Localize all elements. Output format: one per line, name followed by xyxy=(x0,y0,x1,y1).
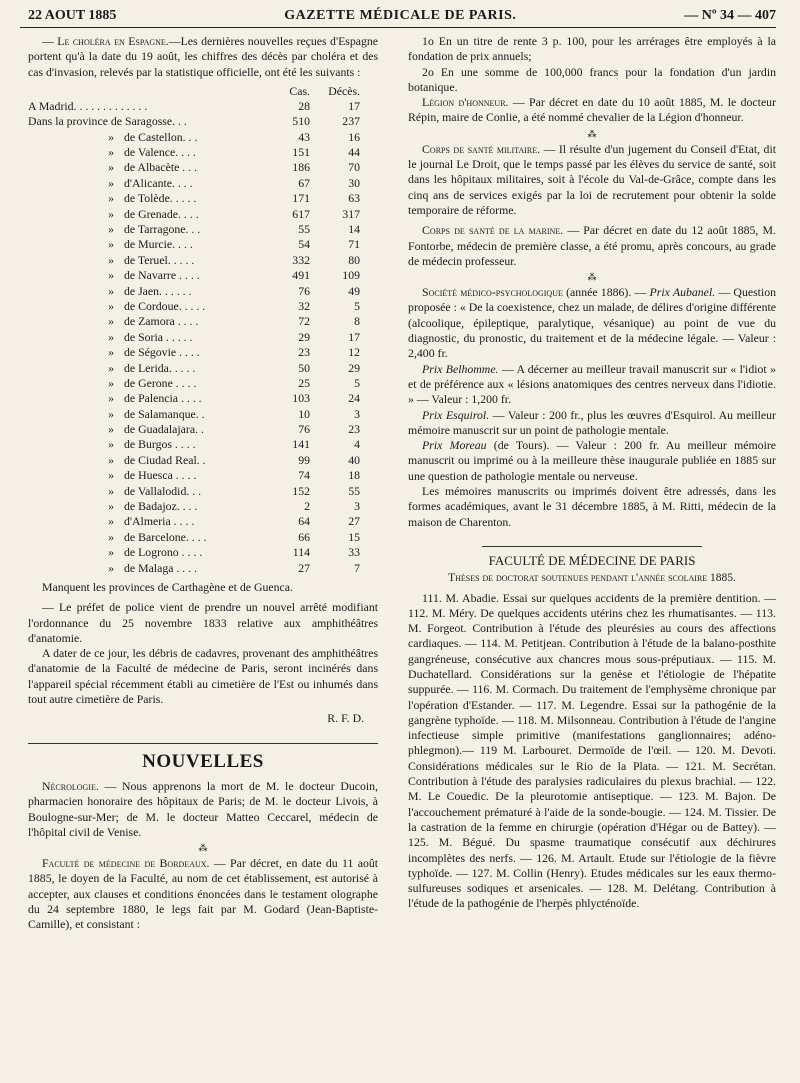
memoires-text: Les mémoires manuscrits ou imprimés doivent être adressés, dans les formes académiques, avant le 31 décembre 1885, à M. Ritti, médecin de la maison de Charenton. xyxy=(408,484,776,529)
table-row xyxy=(28,391,378,406)
row-cas: 186 xyxy=(292,160,310,175)
row-deces: 70 xyxy=(348,160,360,175)
row-label xyxy=(28,176,274,191)
necro-heading: Nécrologie. xyxy=(42,778,99,793)
militaire-paragraph xyxy=(408,142,776,218)
row-label xyxy=(28,191,274,206)
row-label xyxy=(28,99,274,114)
row-label-text: d'Almeria . . . . xyxy=(124,514,195,529)
necro-paragraph xyxy=(28,779,378,840)
cholera-paragraph xyxy=(28,34,378,80)
table-row xyxy=(28,530,378,545)
ditto-mark: » xyxy=(108,452,114,467)
belhomme-paragraph xyxy=(408,362,776,408)
table-row xyxy=(28,314,378,329)
cholera-table xyxy=(28,84,378,576)
societe-heading: Société médico-psychologique xyxy=(422,285,563,300)
row-label xyxy=(28,330,274,345)
table-row xyxy=(28,114,378,129)
table-row xyxy=(28,222,378,237)
ditto-mark: » xyxy=(108,422,114,437)
row-label-text: de Logrono . . . . xyxy=(124,545,203,560)
necro-text: — Nous apprenons la mort de M. le docteur Ducoin, pharmacien honoraire des hôpitaux de Paris; de M. le docteur Livois, à Boulogne-sur-Mer; de M. le docteur Matteo Ceccarel, médecin de l'hôpital civil de Venise. xyxy=(28,778,379,839)
legion-heading: Légion d'honneur. xyxy=(422,95,509,110)
row-cas: 54 xyxy=(298,237,310,252)
row-deces: 5 xyxy=(354,298,360,313)
row-label xyxy=(28,114,274,129)
bordeaux-text: — Par décret, en date du 11 août 1885, le doyen de la Faculté, au nom de cet établissement, est autorisé à accepter, aux clauses et conditions énoncées dans le testament olographe du 24 septembre 1880, le legs fait par M. Godard (Jean-Baptiste-Camille), et consistant : xyxy=(28,856,379,932)
page-header xyxy=(20,8,776,28)
row-cas: 66 xyxy=(298,529,310,544)
ditto-mark: » xyxy=(108,252,114,267)
row-deces: 27 xyxy=(348,514,360,529)
row-deces: 24 xyxy=(348,391,360,406)
item-1: 1o En un titre de rente 3 p. 100, pour les arrérages être employés à la fondation de prix annuels; xyxy=(408,34,776,64)
row-deces: 237 xyxy=(342,114,360,129)
row-label-text: de Lerida. . . . . xyxy=(124,360,196,375)
row-cas: 27 xyxy=(298,560,310,575)
row-deces: 44 xyxy=(348,145,360,160)
faculte-title: FACULTÉ DE MÉDECINE DE PARIS xyxy=(482,546,703,568)
row-label xyxy=(28,207,274,222)
row-label-text: de Tarragone. . . xyxy=(124,222,201,237)
ditto-mark: » xyxy=(108,222,114,237)
row-cas: 171 xyxy=(292,191,310,206)
row-cas: 2 xyxy=(304,499,310,514)
prefet-text: — Le préfet de police vient de prendre un nouvel arrêté modifiant l'ordonnance du 25 novembre 1833 relative aux amphithéâtres d'anatomie. xyxy=(28,600,379,645)
ditto-mark: » xyxy=(108,529,114,544)
table-row xyxy=(28,484,378,499)
table-row xyxy=(28,145,378,160)
table-row xyxy=(28,453,378,468)
row-label xyxy=(28,145,274,160)
signature: R. F. D. xyxy=(327,711,365,726)
row-label-text: de Jaen. . . . . . xyxy=(124,283,192,298)
aubanel-text: — Question proposée : « De la coexistence, chez un malade, de délires d'origine différente (alcoolique, épileptique, paralytique, vésanique) au point de vue du diagnostic, du pronostic, du traitement et de la médecine légale. — Valeur : 2,400 fr. xyxy=(408,285,777,361)
row-cas: 32 xyxy=(298,298,310,313)
row-label-text: d'Alicante. . . . xyxy=(124,175,193,190)
ditto-mark: » xyxy=(108,514,114,529)
ditto-mark: » xyxy=(108,298,114,313)
row-cas: 50 xyxy=(298,360,310,375)
row-label xyxy=(28,284,274,299)
moreau-text: (de Tours). — Valeur : 200 fr. Au meilleur mémoire manuscrit ou imprimé ou à la meilleure thèse inaugurale publiée en 1885 sur une question de pathologie mentale ou nerveuse. xyxy=(408,438,777,483)
esquirol-text: — Valeur : 200 fr., plus les œuvres d'Esquirol. Au meilleur mémoire manuscrit sur un point de pathologie mentale. xyxy=(408,407,776,437)
ditto-mark: » xyxy=(108,314,114,329)
bordeaux-heading: Faculté de médecine de Bordeaux. xyxy=(42,856,210,871)
row-deces: 14 xyxy=(348,222,360,237)
col-deces: Décès. xyxy=(328,83,360,98)
table-row xyxy=(28,407,378,422)
row-deces: 17 xyxy=(348,329,360,344)
ditto-mark: » xyxy=(108,191,114,206)
table-row xyxy=(28,253,378,268)
militaire-heading: Corps de santé militaire. xyxy=(422,141,541,156)
ditto-mark: » xyxy=(108,329,114,344)
row-deces: 16 xyxy=(348,129,360,144)
esquirol-label: Prix Esquirol. xyxy=(422,407,490,422)
legion-text: — Par décret en date du 10 août 1885, M. le docteur Répin, maire de Conlie, a été nommé chevalier de la Légion d'honneur. xyxy=(408,95,777,125)
row-label-text: de Teruel. . . . . xyxy=(124,252,195,267)
row-deces: 12 xyxy=(348,345,360,360)
row-cas: 76 xyxy=(298,283,310,298)
row-label-text: de Malaga . . . . xyxy=(124,560,198,575)
asterism-icon: ⁂ xyxy=(198,843,208,854)
row-cas: 74 xyxy=(298,468,310,483)
row-deces: 17 xyxy=(348,98,360,113)
marine-paragraph xyxy=(408,223,776,269)
ditto-mark: » xyxy=(108,468,114,483)
row-cas: 114 xyxy=(292,545,310,560)
row-label xyxy=(28,437,274,452)
row-label xyxy=(28,453,274,468)
row-label-text: de Soria . . . . . xyxy=(124,329,193,344)
bordeaux-paragraph xyxy=(28,856,378,932)
row-cas: 55 xyxy=(298,222,310,237)
militaire-text: — Il résulte d'un jugement du Conseil d'Etat, dit le journal Le Droit, que le temps passé par les élèves du service de santé, soit dans les hôpitaux militaires, soit à l'école du Val-de-Grâce, compte dans les cinq ans de services exigés par la loi de recrutement pour obtenir la solde temporaire de réforme. xyxy=(408,141,776,217)
ditto-mark: » xyxy=(108,375,114,390)
table-row xyxy=(28,499,378,514)
row-label xyxy=(28,499,274,514)
row-deces: 30 xyxy=(348,175,360,190)
row-label xyxy=(28,160,274,175)
header-title: GAZETTE MÉDICALE DE PARIS. xyxy=(284,8,517,23)
row-cas: 72 xyxy=(298,314,310,329)
row-label-text: A Madrid. . . . . . . . . . . . . xyxy=(28,98,148,113)
table-row xyxy=(28,330,378,345)
row-label xyxy=(28,561,274,576)
table-row xyxy=(28,160,378,175)
row-deces: 49 xyxy=(348,283,360,298)
table-header xyxy=(28,84,378,99)
table-row xyxy=(28,361,378,376)
row-label-text: de Gerone . . . . xyxy=(124,375,197,390)
row-deces: 3 xyxy=(354,406,360,421)
table-row xyxy=(28,376,378,391)
ditto-mark: » xyxy=(108,175,114,190)
header-number: — Nº 34 — 407 xyxy=(684,8,776,23)
table-row xyxy=(28,99,378,114)
row-label xyxy=(28,376,274,391)
row-label-text: de Valence. . . . xyxy=(124,145,196,160)
societe-paragraph xyxy=(408,285,776,361)
cholera-text: —Les dernières nouvelles reçues d'Espagne portent qu'à la date du 19 août, les chiffres des décès par choléra et des cas d'invasion, relevés par la statistique officielle, ont été les suivants : xyxy=(28,34,379,79)
row-cas: 332 xyxy=(292,252,310,267)
row-label-text: de Barcelone. . . . xyxy=(124,529,207,544)
row-label xyxy=(28,130,274,145)
dater-text: A dater de ce jour, les débris de cadavres, provenant des amphithéâtres d'anatomie de la Faculté de médecine de Paris, seront incinérés dans l'appareil spécial récemment établi au cimetière de l'Est ou inhumés dans tout autre cimetière de Paris. xyxy=(28,646,379,707)
row-label xyxy=(28,314,274,329)
row-cas: 510 xyxy=(292,114,310,129)
row-label-text: de Navarre . . . . xyxy=(124,268,200,283)
row-cas: 103 xyxy=(292,391,310,406)
row-deces: 55 xyxy=(348,483,360,498)
ditto-mark: » xyxy=(108,560,114,575)
ditto-mark: » xyxy=(108,129,114,144)
row-label-text: de Ségovie . . . . xyxy=(124,345,200,360)
table-row xyxy=(28,345,378,360)
marine-text: — Par décret en date du 12 août 1885, M. Fontorbe, médecin de première classe, a été promu, après concours, au grade de médecin professeur. xyxy=(408,223,777,268)
table-row xyxy=(28,130,378,145)
row-label-text: Dans la province de Saragosse. . . xyxy=(28,114,187,129)
row-cas: 23 xyxy=(298,345,310,360)
row-label-text: de Tolède. . . . . xyxy=(124,191,197,206)
ditto-mark: » xyxy=(108,160,114,175)
row-label xyxy=(28,391,274,406)
row-label-text: de Huesca . . . . xyxy=(124,468,197,483)
nouvelles-heading: NOUVELLES xyxy=(28,743,378,769)
row-deces: 5 xyxy=(354,375,360,390)
right-column xyxy=(386,34,776,933)
row-label-text: de Ciudad Real. . xyxy=(124,452,206,467)
row-label-text: de Cordoue. . . . . xyxy=(124,298,206,313)
marine-heading: Corps de santé de la marine. xyxy=(422,223,564,238)
row-deces: 317 xyxy=(342,206,360,221)
ditto-mark: » xyxy=(108,483,114,498)
row-label xyxy=(28,484,274,499)
row-cas: 25 xyxy=(298,375,310,390)
row-deces: 18 xyxy=(348,468,360,483)
row-cas: 491 xyxy=(292,268,310,283)
row-label-text: de Zamora . . . . xyxy=(124,314,199,329)
row-deces: 33 xyxy=(348,545,360,560)
row-deces: 3 xyxy=(354,499,360,514)
ditto-mark: » xyxy=(108,391,114,406)
row-cas: 152 xyxy=(292,483,310,498)
row-cas: 151 xyxy=(292,145,310,160)
table-row xyxy=(28,299,378,314)
row-cas: 29 xyxy=(298,329,310,344)
table-row xyxy=(28,437,378,452)
table-row xyxy=(28,545,378,560)
manquent-text: Manquent les provinces de Carthagène et de Guenca. xyxy=(42,580,293,594)
row-deces: 80 xyxy=(348,252,360,267)
table-row xyxy=(28,176,378,191)
table-row xyxy=(28,237,378,252)
row-cas: 43 xyxy=(298,129,310,144)
moreau-paragraph xyxy=(408,438,776,484)
table-row xyxy=(28,191,378,206)
row-deces: 71 xyxy=(348,237,360,252)
ditto-mark: » xyxy=(108,283,114,298)
row-label-text: de Vallalodid. . . xyxy=(124,483,202,498)
row-label-text: de Palencia . . . . xyxy=(124,391,202,406)
theses-title: Thèses de doctorat soutenues pendant l'année scolaire 1885. xyxy=(448,572,736,585)
row-label-text: de Guadalajara. . xyxy=(124,422,204,437)
ditto-mark: » xyxy=(108,237,114,252)
legion-paragraph xyxy=(408,95,776,126)
table-row xyxy=(28,514,378,529)
col-cas: Cas. xyxy=(289,83,310,98)
aubanel-label: Prix Aubanel. xyxy=(649,285,716,300)
table-row xyxy=(28,468,378,483)
row-cas: 64 xyxy=(298,514,310,529)
ditto-mark: » xyxy=(108,437,114,452)
row-cas: 617 xyxy=(292,206,310,221)
ditto-mark: » xyxy=(108,268,114,283)
row-cas: 76 xyxy=(298,422,310,437)
moreau-label: Prix Moreau xyxy=(422,438,487,453)
ditto-mark: » xyxy=(108,406,114,421)
ditto-mark: » xyxy=(108,145,114,160)
table-row xyxy=(28,284,378,299)
row-deces: 29 xyxy=(348,360,360,375)
row-deces: 4 xyxy=(354,437,360,452)
row-label xyxy=(28,545,274,560)
ditto-mark: » xyxy=(108,545,114,560)
row-label-text: de Murcie. . . . xyxy=(124,237,193,252)
belhomme-label: Prix Belhomme. xyxy=(422,361,499,376)
belhomme-text: — A décerner au meilleur travail manuscrit sur « l'idiot » et de préférence aux « lésions anatomiques des centres nerveux dans l'idiotie. » — Valeur : 1,200 fr. xyxy=(408,361,776,407)
row-label xyxy=(28,422,274,437)
row-deces: 109 xyxy=(342,268,360,283)
row-label xyxy=(28,237,274,252)
row-cas: 67 xyxy=(298,175,310,190)
row-cas: 28 xyxy=(298,98,310,113)
ditto-mark: » xyxy=(108,360,114,375)
row-label xyxy=(28,468,274,483)
row-label-text: de Castellon. . . xyxy=(124,129,198,144)
table-row xyxy=(28,561,378,576)
row-deces: 8 xyxy=(354,314,360,329)
item-2: 2o En une somme de 100,000 francs pour la fondation d'un jardin botanique. xyxy=(408,64,776,94)
societe-text: (année 1886). — xyxy=(562,285,650,300)
row-deces: 15 xyxy=(348,529,360,544)
row-label xyxy=(28,407,274,422)
row-label xyxy=(28,361,274,376)
row-deces: 40 xyxy=(348,452,360,467)
cholera-heading: — Le choléra en Espagne. xyxy=(42,34,169,48)
theses-text: 111. M. Abadie. Essai sur quelques accidents de la première dentition. — 112. M. Méry. De quelques accidents utérins chez les rhumatisantes. — 113. M. Forgeot. Contribution à l'étude des pleurésies au cours des affections cardiaques. — 114. M. Petitjean. Contribution à l'étude de la balano-posthite gangréneuse, consécutive aux chancres mous sous-préputiaux. — 115. M. Duchatellard. Considérations sur la genèse et l'étiologie de l'hépatite suppurée. — 116. M. Cormach. Du traitement de l'emphysème chronique par l'opération d'Estander. — 117. M. Legendre. Essai sur la pathogénie de la gangrène typhoïde. — 118. M. Milsonneau. Contribution à l'étude de l'angine infectieuse simple primitive (manifestations ganglionnaires; adéno-phlegmon).— 119 M. Larbouret. Dermoïde de l'œil. — 120. M. Devoti. Considérations médicales sur le Rio de la Plata. — 121. M. Secrétan. Contribution à l'étude des paralysies radiculaires du plexus brachial. — 122. M. Le Couedic. De la pleurotomie antiseptique. — 123. M. Bajon. De l'accouchement prématuré à l'aide de la sonde-bougie. — 124. M. Tissier. De la castration de la femme en chirurgie (opération d'Hégar ou de Battey). — 125. M. Bégué. Du spasme traumatique consécutif aux déchirures incomplètes des nerfs. — 126. M. Artault. Etude sur l'étiologie de la fièvre typhoïde. — 127. M. Collin (Henry). Etudes médicales sur les eaux thermo-sulfureuses sodiques et arsenicales. — 128. M. Delétang. Contribution à l'étude de la pathogénie de l'herpès phlycténoïde. xyxy=(408,590,776,911)
asterism-icon: ⁂ xyxy=(587,272,597,283)
table-row xyxy=(28,207,378,222)
row-label-text: de Badajoz. . . . xyxy=(124,499,198,514)
left-column xyxy=(20,34,386,933)
ditto-mark: » xyxy=(108,499,114,514)
row-label-text: de Albacète . . . xyxy=(124,160,198,175)
ditto-mark: » xyxy=(108,206,114,221)
row-label-text: de Salamanque. . xyxy=(124,406,205,421)
table-row xyxy=(28,422,378,437)
row-label-text: de Grenade. . . . xyxy=(124,206,199,221)
esquirol-paragraph xyxy=(408,408,776,439)
table-row xyxy=(28,268,378,283)
row-deces: 63 xyxy=(348,191,360,206)
row-label-text: de Burgos . . . . xyxy=(124,437,196,452)
row-label xyxy=(28,268,274,283)
asterism-icon: ⁂ xyxy=(587,128,597,139)
row-cas: 99 xyxy=(298,452,310,467)
row-label xyxy=(28,345,274,360)
row-deces: 7 xyxy=(354,560,360,575)
row-deces: 23 xyxy=(348,422,360,437)
row-label xyxy=(28,514,274,529)
header-date: 22 AOUT 1885 xyxy=(28,8,117,23)
row-label xyxy=(28,253,274,268)
row-cas: 141 xyxy=(292,437,310,452)
ditto-mark: » xyxy=(108,345,114,360)
row-label xyxy=(28,299,274,314)
row-label xyxy=(28,222,274,237)
row-cas: 10 xyxy=(298,406,310,421)
row-label xyxy=(28,530,274,545)
